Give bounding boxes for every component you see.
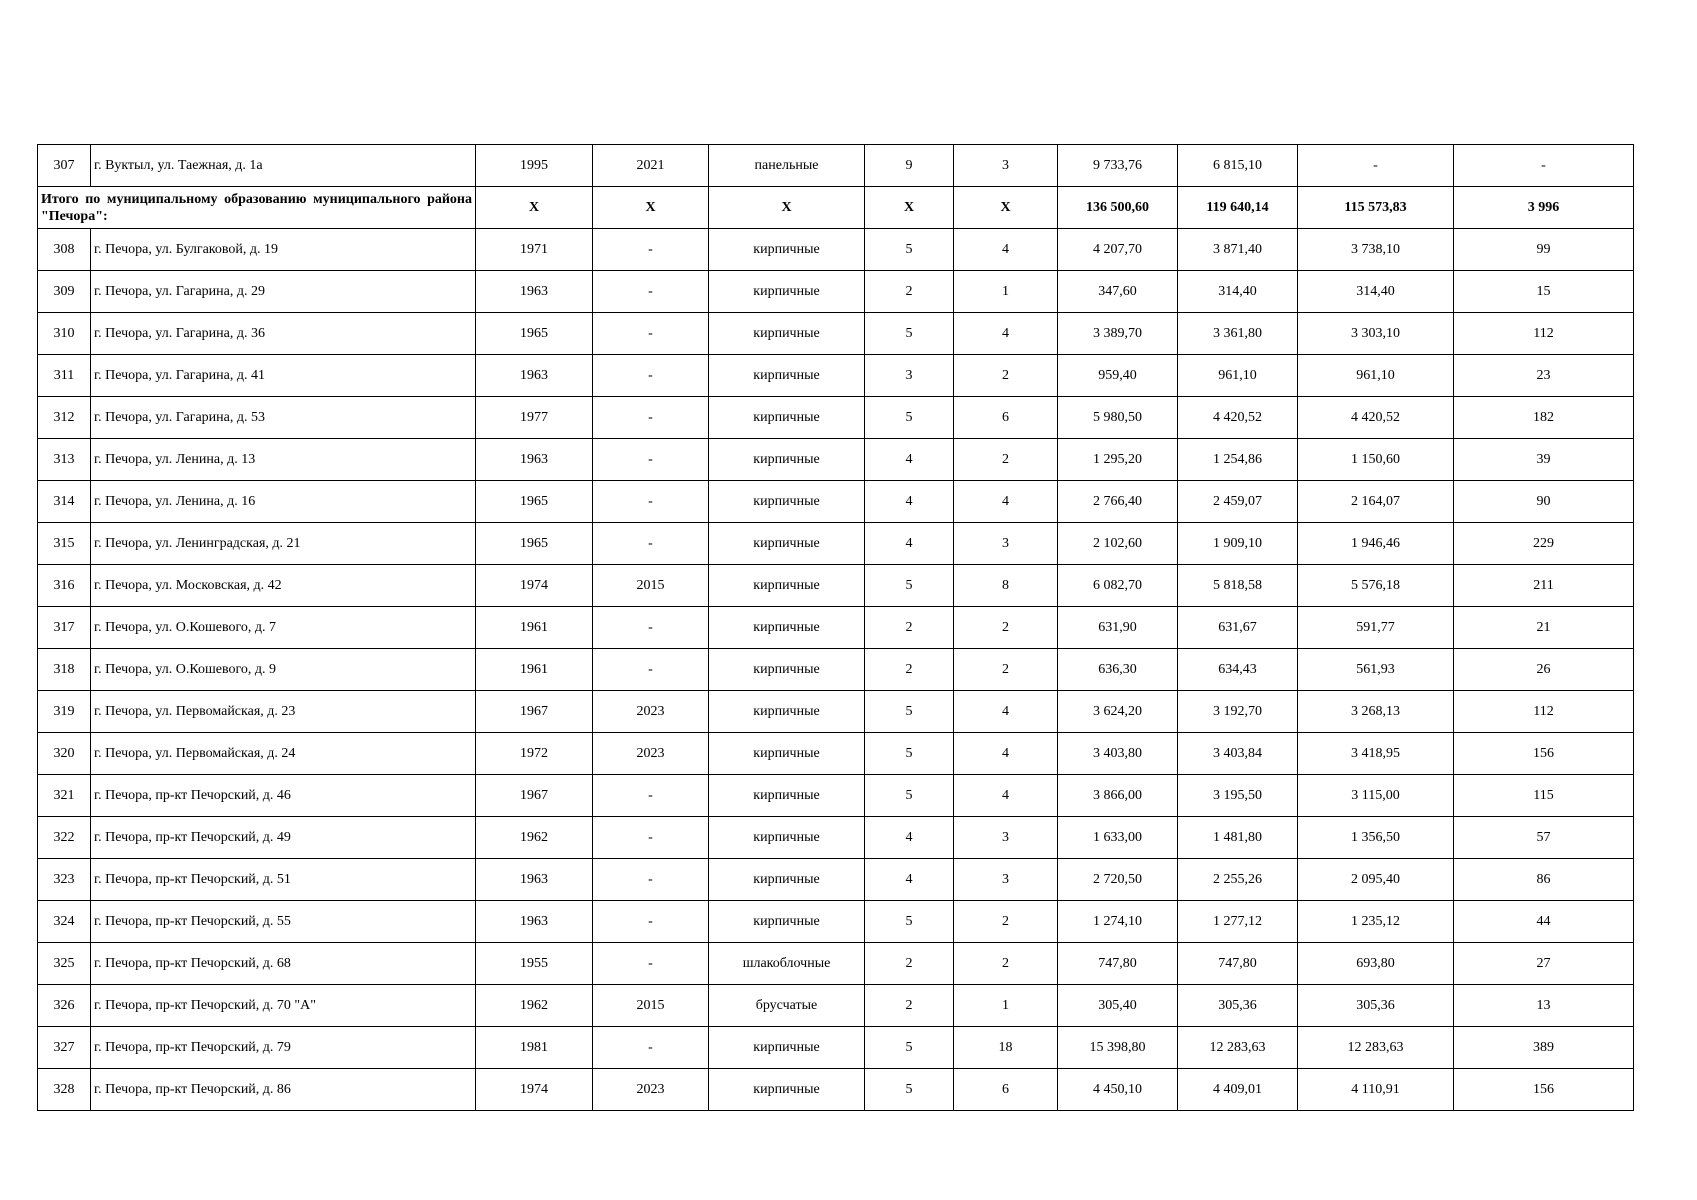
area-residential-cell: 2 164,07 xyxy=(1298,481,1454,523)
address-cell: г. Печора, ул. Гагарина, д. 53 xyxy=(91,397,476,439)
area-total-cell: 5 980,50 xyxy=(1058,397,1178,439)
floors-cell: 5 xyxy=(865,1027,954,1069)
row-number-cell: 312 xyxy=(38,397,91,439)
entrances-cell: 3 xyxy=(954,859,1058,901)
residents-cell: 229 xyxy=(1454,523,1634,565)
area-living-cell: 305,36 xyxy=(1178,985,1298,1027)
area-total-cell: 3 389,70 xyxy=(1058,313,1178,355)
residents-cell: 23 xyxy=(1454,355,1634,397)
area-living-cell: 634,43 xyxy=(1178,649,1298,691)
residents-cell: - xyxy=(1454,145,1634,187)
row-number-cell: 321 xyxy=(38,775,91,817)
year-overhaul-cell: - xyxy=(593,523,709,565)
area-residential-cell: 1 235,12 xyxy=(1298,901,1454,943)
table-body xyxy=(38,145,1634,1111)
area-total-cell: 959,40 xyxy=(1058,355,1178,397)
year-overhaul-cell: - xyxy=(593,439,709,481)
area-living-cell: 4 420,52 xyxy=(1178,397,1298,439)
year-built-cell: 1962 xyxy=(476,817,593,859)
floors-cell: 2 xyxy=(865,271,954,313)
year-overhaul-cell: - xyxy=(593,859,709,901)
year-built-cell: 1963 xyxy=(476,271,593,313)
year-built-cell: 1981 xyxy=(476,1027,593,1069)
row-number-cell: 311 xyxy=(38,355,91,397)
table-row xyxy=(38,229,1634,271)
residents-cell: 15 xyxy=(1454,271,1634,313)
area-living-cell: 3 192,70 xyxy=(1178,691,1298,733)
residents-cell: 112 xyxy=(1454,691,1634,733)
row-number-cell: 307 xyxy=(38,145,91,187)
wall-material-cell: кирпичные xyxy=(709,607,865,649)
wall-material-cell: кирпичные xyxy=(709,691,865,733)
area-living-cell: 2 255,26 xyxy=(1178,859,1298,901)
table-row xyxy=(38,313,1634,355)
address-cell: г. Печора, ул. Ленина, д. 13 xyxy=(91,439,476,481)
year-built-cell: 1963 xyxy=(476,859,593,901)
floors-cell: 2 xyxy=(865,985,954,1027)
floors-cell: 2 xyxy=(865,649,954,691)
year-overhaul-cell: - xyxy=(593,271,709,313)
entrances-cell: 2 xyxy=(954,943,1058,985)
residents-cell: 13 xyxy=(1454,985,1634,1027)
area-residential-cell: 3 115,00 xyxy=(1298,775,1454,817)
wall-material-cell: кирпичные xyxy=(709,229,865,271)
floors-cell: 3 xyxy=(865,355,954,397)
area-living-cell: 1 254,86 xyxy=(1178,439,1298,481)
entrances-cell: 6 xyxy=(954,397,1058,439)
entrances-cell: 18 xyxy=(954,1027,1058,1069)
table-row xyxy=(38,397,1634,439)
wall-material-cell: кирпичные xyxy=(709,859,865,901)
address-cell: г. Печора, ул. Первомайская, д. 23 xyxy=(91,691,476,733)
entrances-cell: 4 xyxy=(954,481,1058,523)
entrances-cell: 4 xyxy=(954,775,1058,817)
table-row xyxy=(38,901,1634,943)
residents-cell: 389 xyxy=(1454,1027,1634,1069)
year-overhaul-cell: - xyxy=(593,901,709,943)
row-number-cell: 327 xyxy=(38,1027,91,1069)
table-row xyxy=(38,691,1634,733)
row-number-cell: 317 xyxy=(38,607,91,649)
year-overhaul-cell: - xyxy=(593,775,709,817)
table-row xyxy=(38,481,1634,523)
area-total-cell: 1 633,00 xyxy=(1058,817,1178,859)
area-living-cell: 3 871,40 xyxy=(1178,229,1298,271)
floors-cell: 5 xyxy=(865,229,954,271)
entrances-cell: 2 xyxy=(954,607,1058,649)
wall-material-cell: кирпичные xyxy=(709,649,865,691)
residents-cell: 86 xyxy=(1454,859,1634,901)
floors-cell: 5 xyxy=(865,397,954,439)
year-built-cell: 1995 xyxy=(476,145,593,187)
area-residential-cell: 4 110,91 xyxy=(1298,1069,1454,1111)
year-built-cell: 1963 xyxy=(476,901,593,943)
address-cell: г. Печора, ул. Гагарина, д. 41 xyxy=(91,355,476,397)
year-overhaul-cell: - xyxy=(593,1027,709,1069)
residents-cell: 39 xyxy=(1454,439,1634,481)
table-row xyxy=(38,649,1634,691)
address-cell: г. Печора, ул. Гагарина, д. 36 xyxy=(91,313,476,355)
area-total-cell: 631,90 xyxy=(1058,607,1178,649)
year-overhaul-cell: - xyxy=(593,943,709,985)
address-cell: г. Печора, ул. О.Кошевого, д. 9 xyxy=(91,649,476,691)
entrances-cell: 4 xyxy=(954,691,1058,733)
table-row xyxy=(38,817,1634,859)
area-total-cell: 305,40 xyxy=(1058,985,1178,1027)
area-total-cell: 2 766,40 xyxy=(1058,481,1178,523)
row-number-cell: 318 xyxy=(38,649,91,691)
housing-register-table xyxy=(37,144,1634,1111)
area-residential-cell: 591,77 xyxy=(1298,607,1454,649)
year-overhaul-cell: 2023 xyxy=(593,1069,709,1111)
row-number-cell: 314 xyxy=(38,481,91,523)
wall-material-cell: кирпичные xyxy=(709,817,865,859)
row-number-cell: 310 xyxy=(38,313,91,355)
area-residential-cell: 5 576,18 xyxy=(1298,565,1454,607)
residents-cell: 44 xyxy=(1454,901,1634,943)
entrances-cell: 4 xyxy=(954,313,1058,355)
area-living-cell: 5 818,58 xyxy=(1178,565,1298,607)
residents-cell: 112 xyxy=(1454,313,1634,355)
residents-cell: 182 xyxy=(1454,397,1634,439)
row-number-cell: 308 xyxy=(38,229,91,271)
wall-material-cell: брусчатые xyxy=(709,985,865,1027)
floors-cell: 5 xyxy=(865,565,954,607)
area-total-cell: 3 624,20 xyxy=(1058,691,1178,733)
floors-cell: 9 xyxy=(865,145,954,187)
residents-cell: 156 xyxy=(1454,1069,1634,1111)
residents-cell: 90 xyxy=(1454,481,1634,523)
entrances-cell: 3 xyxy=(954,817,1058,859)
year-built-cell: 1977 xyxy=(476,397,593,439)
year-overhaul-cell: 2023 xyxy=(593,733,709,775)
wall-material-cell: кирпичные xyxy=(709,565,865,607)
row-number-cell: 309 xyxy=(38,271,91,313)
floors-cell: 4 xyxy=(865,439,954,481)
area-living-cell: 119 640,14 xyxy=(1178,187,1298,229)
wall-material-cell: шлакоблочные xyxy=(709,943,865,985)
floors-cell: 4 xyxy=(865,523,954,565)
entrances-cell: Х xyxy=(954,187,1058,229)
floors-cell: 4 xyxy=(865,481,954,523)
area-total-cell: 9 733,76 xyxy=(1058,145,1178,187)
area-residential-cell: 3 303,10 xyxy=(1298,313,1454,355)
floors-cell: 4 xyxy=(865,859,954,901)
area-residential-cell: 314,40 xyxy=(1298,271,1454,313)
address-cell: г. Печора, пр-кт Печорский, д. 86 xyxy=(91,1069,476,1111)
area-total-cell: 1 274,10 xyxy=(1058,901,1178,943)
address-cell: г. Печора, пр-кт Печорский, д. 49 xyxy=(91,817,476,859)
row-number-cell: 313 xyxy=(38,439,91,481)
row-number-cell: 326 xyxy=(38,985,91,1027)
area-living-cell: 3 195,50 xyxy=(1178,775,1298,817)
wall-material-cell: кирпичные xyxy=(709,1027,865,1069)
entrances-cell: 2 xyxy=(954,649,1058,691)
area-living-cell: 2 459,07 xyxy=(1178,481,1298,523)
year-overhaul-cell: 2015 xyxy=(593,565,709,607)
floors-cell: Х xyxy=(865,187,954,229)
wall-material-cell: кирпичные xyxy=(709,355,865,397)
address-cell: г. Печора, ул. Булгаковой, д. 19 xyxy=(91,229,476,271)
year-overhaul-cell: - xyxy=(593,481,709,523)
area-living-cell: 12 283,63 xyxy=(1178,1027,1298,1069)
area-total-cell: 636,30 xyxy=(1058,649,1178,691)
year-built-cell: 1974 xyxy=(476,565,593,607)
row-number-cell: 322 xyxy=(38,817,91,859)
year-overhaul-cell: - xyxy=(593,313,709,355)
residents-cell: 3 996 xyxy=(1454,187,1634,229)
year-built-cell: 1965 xyxy=(476,313,593,355)
table-row xyxy=(38,439,1634,481)
area-living-cell: 4 409,01 xyxy=(1178,1069,1298,1111)
floors-cell: 2 xyxy=(865,607,954,649)
area-living-cell: 3 361,80 xyxy=(1178,313,1298,355)
year-overhaul-cell: 2023 xyxy=(593,691,709,733)
row-number-cell: 324 xyxy=(38,901,91,943)
address-cell: г. Печора, ул. Первомайская, д. 24 xyxy=(91,733,476,775)
residents-cell: 115 xyxy=(1454,775,1634,817)
area-living-cell: 961,10 xyxy=(1178,355,1298,397)
row-number-cell: 323 xyxy=(38,859,91,901)
area-residential-cell: 3 268,13 xyxy=(1298,691,1454,733)
address-cell: г. Печора, пр-кт Печорский, д. 70 "А" xyxy=(91,985,476,1027)
area-residential-cell: - xyxy=(1298,145,1454,187)
area-total-cell: 347,60 xyxy=(1058,271,1178,313)
address-cell: г. Печора, ул. Ленинградская, д. 21 xyxy=(91,523,476,565)
area-living-cell: 1 277,12 xyxy=(1178,901,1298,943)
year-overhaul-cell: - xyxy=(593,229,709,271)
area-living-cell: 6 815,10 xyxy=(1178,145,1298,187)
area-residential-cell: 693,80 xyxy=(1298,943,1454,985)
area-total-cell: 4 450,10 xyxy=(1058,1069,1178,1111)
total-row xyxy=(38,187,1634,229)
row-number-cell: 320 xyxy=(38,733,91,775)
floors-cell: 4 xyxy=(865,817,954,859)
area-residential-cell: 1 946,46 xyxy=(1298,523,1454,565)
year-built-cell: 1965 xyxy=(476,523,593,565)
entrances-cell: 3 xyxy=(954,145,1058,187)
year-overhaul-cell: 2021 xyxy=(593,145,709,187)
year-built-cell: 1962 xyxy=(476,985,593,1027)
year-built-cell: 1963 xyxy=(476,439,593,481)
area-residential-cell: 12 283,63 xyxy=(1298,1027,1454,1069)
table-row xyxy=(38,523,1634,565)
year-built-cell: 1965 xyxy=(476,481,593,523)
wall-material-cell: кирпичные xyxy=(709,775,865,817)
area-residential-cell: 1 150,60 xyxy=(1298,439,1454,481)
wall-material-cell: кирпичные xyxy=(709,901,865,943)
floors-cell: 5 xyxy=(865,313,954,355)
table-row xyxy=(38,565,1634,607)
area-total-cell: 2 720,50 xyxy=(1058,859,1178,901)
table-row xyxy=(38,1069,1634,1111)
address-cell: г. Печора, пр-кт Печорский, д. 79 xyxy=(91,1027,476,1069)
area-total-cell: 747,80 xyxy=(1058,943,1178,985)
wall-material-cell: кирпичные xyxy=(709,313,865,355)
year-built-cell: 1967 xyxy=(476,775,593,817)
table-row xyxy=(38,985,1634,1027)
area-residential-cell: 1 356,50 xyxy=(1298,817,1454,859)
area-total-cell: 2 102,60 xyxy=(1058,523,1178,565)
residents-cell: 99 xyxy=(1454,229,1634,271)
residents-cell: 57 xyxy=(1454,817,1634,859)
floors-cell: 5 xyxy=(865,733,954,775)
row-number-cell: 315 xyxy=(38,523,91,565)
entrances-cell: 4 xyxy=(954,733,1058,775)
address-cell: г. Печора, пр-кт Печорский, д. 51 xyxy=(91,859,476,901)
table-row xyxy=(38,145,1634,187)
area-residential-cell: 961,10 xyxy=(1298,355,1454,397)
area-total-cell: 15 398,80 xyxy=(1058,1027,1178,1069)
entrances-cell: 2 xyxy=(954,901,1058,943)
year-overhaul-cell: - xyxy=(593,355,709,397)
year-overhaul-cell: Х xyxy=(593,187,709,229)
year-built-cell: 1971 xyxy=(476,229,593,271)
year-built-cell: 1972 xyxy=(476,733,593,775)
floors-cell: 5 xyxy=(865,901,954,943)
area-living-cell: 3 403,84 xyxy=(1178,733,1298,775)
wall-material-cell: кирпичные xyxy=(709,439,865,481)
entrances-cell: 2 xyxy=(954,355,1058,397)
year-overhaul-cell: 2015 xyxy=(593,985,709,1027)
address-cell: г. Печора, ул. Московская, д. 42 xyxy=(91,565,476,607)
area-residential-cell: 4 420,52 xyxy=(1298,397,1454,439)
area-total-cell: 4 207,70 xyxy=(1058,229,1178,271)
table-row xyxy=(38,1027,1634,1069)
row-number-cell: 319 xyxy=(38,691,91,733)
address-cell: г. Печора, ул. Ленина, д. 16 xyxy=(91,481,476,523)
table-row xyxy=(38,943,1634,985)
entrances-cell: 8 xyxy=(954,565,1058,607)
wall-material-cell: кирпичные xyxy=(709,523,865,565)
area-total-cell: 1 295,20 xyxy=(1058,439,1178,481)
residents-cell: 26 xyxy=(1454,649,1634,691)
wall-material-cell: кирпичные xyxy=(709,733,865,775)
area-residential-cell: 561,93 xyxy=(1298,649,1454,691)
year-overhaul-cell: - xyxy=(593,607,709,649)
area-living-cell: 747,80 xyxy=(1178,943,1298,985)
wall-material-cell: кирпичные xyxy=(709,1069,865,1111)
area-total-cell: 136 500,60 xyxy=(1058,187,1178,229)
area-residential-cell: 115 573,83 xyxy=(1298,187,1454,229)
area-residential-cell: 3 738,10 xyxy=(1298,229,1454,271)
address-cell: г. Печора, пр-кт Печорский, д. 46 xyxy=(91,775,476,817)
area-living-cell: 314,40 xyxy=(1178,271,1298,313)
floors-cell: 2 xyxy=(865,943,954,985)
entrances-cell: 1 xyxy=(954,271,1058,313)
floors-cell: 5 xyxy=(865,691,954,733)
year-built-cell: Х xyxy=(476,187,593,229)
row-number-cell: 328 xyxy=(38,1069,91,1111)
wall-material-cell: Х xyxy=(709,187,865,229)
wall-material-cell: панельные xyxy=(709,145,865,187)
table-row xyxy=(38,355,1634,397)
area-total-cell: 6 082,70 xyxy=(1058,565,1178,607)
entrances-cell: 1 xyxy=(954,985,1058,1027)
wall-material-cell: кирпичные xyxy=(709,397,865,439)
area-living-cell: 631,67 xyxy=(1178,607,1298,649)
year-built-cell: 1961 xyxy=(476,649,593,691)
year-overhaul-cell: - xyxy=(593,397,709,439)
area-total-cell: 3 403,80 xyxy=(1058,733,1178,775)
year-built-cell: 1974 xyxy=(476,1069,593,1111)
row-number-cell: 325 xyxy=(38,943,91,985)
address-cell: г. Печора, ул. О.Кошевого, д. 7 xyxy=(91,607,476,649)
entrances-cell: 2 xyxy=(954,439,1058,481)
residents-cell: 27 xyxy=(1454,943,1634,985)
table-row xyxy=(38,271,1634,313)
address-cell: г. Вуктыл, ул. Таежная, д. 1а xyxy=(91,145,476,187)
entrances-cell: 3 xyxy=(954,523,1058,565)
area-residential-cell: 2 095,40 xyxy=(1298,859,1454,901)
table-row xyxy=(38,733,1634,775)
table-row xyxy=(38,775,1634,817)
residents-cell: 211 xyxy=(1454,565,1634,607)
table-row xyxy=(38,859,1634,901)
address-cell: г. Печора, пр-кт Печорский, д. 68 xyxy=(91,943,476,985)
year-built-cell: 1955 xyxy=(476,943,593,985)
area-living-cell: 1 909,10 xyxy=(1178,523,1298,565)
area-living-cell: 1 481,80 xyxy=(1178,817,1298,859)
wall-material-cell: кирпичные xyxy=(709,271,865,313)
entrances-cell: 6 xyxy=(954,1069,1058,1111)
table-row xyxy=(38,607,1634,649)
year-overhaul-cell: - xyxy=(593,817,709,859)
residents-cell: 156 xyxy=(1454,733,1634,775)
address-cell: г. Печора, ул. Гагарина, д. 29 xyxy=(91,271,476,313)
entrances-cell: 4 xyxy=(954,229,1058,271)
floors-cell: 5 xyxy=(865,775,954,817)
row-number-cell: 316 xyxy=(38,565,91,607)
year-built-cell: 1967 xyxy=(476,691,593,733)
year-overhaul-cell: - xyxy=(593,649,709,691)
area-residential-cell: 3 418,95 xyxy=(1298,733,1454,775)
floors-cell: 5 xyxy=(865,1069,954,1111)
total-label-cell: Итого по муниципальному образованию муниципального района "Печора": xyxy=(38,187,476,229)
residents-cell: 21 xyxy=(1454,607,1634,649)
address-cell: г. Печора, пр-кт Печорский, д. 55 xyxy=(91,901,476,943)
area-residential-cell: 305,36 xyxy=(1298,985,1454,1027)
wall-material-cell: кирпичные xyxy=(709,481,865,523)
area-total-cell: 3 866,00 xyxy=(1058,775,1178,817)
year-built-cell: 1963 xyxy=(476,355,593,397)
year-built-cell: 1961 xyxy=(476,607,593,649)
